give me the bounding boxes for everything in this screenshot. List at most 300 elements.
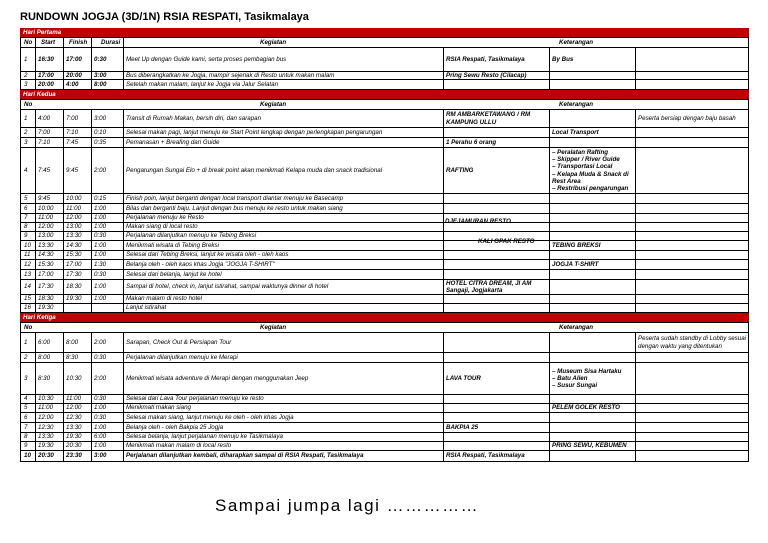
cell-kegiatan [123,363,443,394]
cell-finish [63,110,91,127]
cell-ket-text: PELEM GOLEK RESTO [552,404,620,412]
cell-lokasi [443,395,549,403]
cell-finish-text: 13:00 [66,223,82,231]
cell-note [635,363,750,394]
table-row [20,72,749,80]
cell-durasi [91,295,123,303]
cell-start-text: 6:00 [38,338,51,346]
cell-start [35,404,63,412]
day3-band: Hari Ketiga [20,313,749,322]
cell-finish-text: 15:30 [66,251,82,259]
cell-note [635,413,750,422]
cell-durasi-text: 1:00 [94,223,107,231]
table-row [20,363,749,395]
resto-label-dejamuran: DJEJAMURAN RESTO [445,218,511,225]
cell-kegiatan [123,214,443,222]
cell-lokasi-text: HOTEL CITRA DREAM, Jl AM Sangaji, Jogjakarta [446,280,532,294]
cell-finish-text: 4:00 [66,80,79,88]
cell-kegiatan [123,423,443,432]
cell-no [21,295,35,303]
cell-note [635,194,750,203]
cell-no [21,232,35,240]
cell-kegiatan [123,72,443,79]
cell-finish [63,72,91,79]
cell-kegiatan [123,395,443,403]
cell-note [635,138,750,147]
cell-lokasi [443,270,549,279]
cell-lokasi [443,251,549,259]
cell-note [635,241,750,250]
cell-finish-text: 13:30 [66,232,82,240]
cell-no-text: 2 [24,72,28,79]
cell-durasi-text: 0:30 [94,270,107,278]
cell-start [35,204,63,213]
cell-no-text: 10 [24,452,31,460]
cell-kegiatan-text: Menikmati makan siang [126,404,191,412]
cell-durasi [91,333,123,352]
cell-ket-text: By Bus [552,55,574,63]
cell-durasi [91,433,123,441]
header-keterangan: Keterangan [559,324,594,331]
cell-start-text: 17:00 [38,72,54,79]
cell-finish-text: 13:30 [66,423,82,431]
cell-kegiatan [123,451,443,461]
cell-no [21,353,35,362]
cell-no-text: 8 [24,223,28,231]
cell-finish-text: 19:30 [66,433,82,441]
cell-start-text: 13:30 [38,433,54,441]
cell-finish-text: 12:30 [66,413,82,421]
cell-no-text: 3 [24,374,28,382]
cell-note [635,80,750,89]
cell-durasi-text: 8:00 [94,80,107,88]
table-row [20,80,749,90]
cell-ket [549,110,635,127]
cell-start-text: 4:00 [38,114,51,122]
cell-kegiatan-text: Transit di Rumah Makan, bersih diri, dan sarapan [126,114,262,122]
cell-durasi [91,442,123,450]
cell-start-text: 7:10 [38,138,51,146]
table-row [20,280,749,295]
cell-ket [549,413,635,422]
cell-no [21,48,35,71]
cell-durasi-text: 0:30 [94,395,107,403]
cell-lokasi [443,260,549,269]
cell-note [635,232,750,240]
cell-finish [63,260,91,269]
cell-kegiatan [123,333,443,352]
cell-no-text: 1 [24,338,28,346]
cell-no-text: 9 [24,442,28,450]
cell-ket [549,48,635,71]
cell-start [35,295,63,303]
cell-no [21,304,35,312]
cell-finish [63,280,91,294]
day2-header-row [20,99,749,110]
cell-kegiatan [123,295,443,303]
cell-kegiatan-text: Perjalanan dilanjutkan kembali, diharapkan sampai di RSIA Respati, Tasikmalaya [126,452,364,460]
cell-no [21,451,35,461]
cell-lokasi [443,72,549,79]
cell-finish-text: 17:30 [66,270,82,278]
cell-durasi-text: 0:10 [94,128,107,136]
cell-finish [63,128,91,137]
cell-no [21,72,35,79]
cell-start-text: 14:30 [38,251,54,259]
cell-no-text: 6 [24,204,28,212]
cell-finish-text: 8:30 [66,353,79,361]
cell-lokasi [443,204,549,213]
cell-durasi [91,395,123,403]
cell-note [635,404,750,412]
cell-ket [549,270,635,279]
cell-no [21,138,35,147]
cell-kegiatan [123,232,443,240]
cell-durasi-text: 3:00 [94,452,107,460]
cell-finish [63,423,91,432]
cell-finish-text: 12:00 [66,404,82,412]
cell-lokasi [443,295,549,303]
cell-kegiatan-text: Sarapan, Check Out & Persiapan Tour [126,338,232,346]
cell-ket [549,194,635,203]
cell-start [35,232,63,240]
cell-note [635,204,750,213]
cell-no [21,251,35,259]
table-row [20,260,749,270]
cell-start-text: 10:30 [38,395,54,403]
closing-message: Sampai jumpa lagi …………… [215,496,480,515]
cell-finish [63,48,91,71]
cell-start-text: 16:30 [38,55,54,63]
cell-note [635,280,750,294]
header-finish: Finish [69,39,88,46]
cell-no-text: 1 [24,114,28,122]
cell-durasi [91,80,123,89]
cell-no [21,223,35,231]
cell-no-text: 7 [24,423,28,431]
cell-finish [63,442,91,450]
cell-finish [63,363,91,394]
cell-no [21,423,35,432]
cell-durasi [91,413,123,422]
header-no: No [24,324,33,331]
cell-start [35,48,63,71]
cell-ket [549,295,635,303]
table-row [20,333,749,353]
cell-kegiatan [123,204,443,213]
cell-note [635,223,750,231]
cell-start [35,223,63,231]
header-kegiatan: Kegiatan [260,324,287,331]
cell-start-text: 12:00 [38,413,54,421]
cell-no-text: 6 [24,413,28,421]
cell-lokasi [443,194,549,203]
cell-durasi-text: 6:00 [94,433,107,441]
cell-start-text: 17:00 [38,270,54,278]
cell-start [35,128,63,137]
table-row [20,423,749,433]
cell-kegiatan [123,270,443,279]
cell-no-text: 14 [24,283,31,291]
cell-note [635,304,750,312]
cell-no-text: 3 [24,138,28,146]
cell-ket-text: PRING SEWU, KEBUMEN [552,442,627,450]
cell-durasi-text: 1:00 [94,241,107,249]
cell-kegiatan-text: Perjalanan dilanjutkan menuju ke Tebing Breksi [126,232,257,240]
cell-durasi [91,110,123,127]
cell-no [21,363,35,394]
cell-kegiatan-text: Perjalanan menuju ke Resto [126,214,204,222]
table-row [20,223,749,232]
cell-kegiatan [123,48,443,71]
cell-note [635,333,750,352]
cell-ket-text: – Peralatan Rafting – Skipper / River Guide – Transportasi Local – Kelapa Muda & Snack di Rest Area – Restribusi pengarungan [552,148,629,192]
cell-start-text: 12:30 [38,423,54,431]
cell-no [21,433,35,441]
cell-finish [63,395,91,403]
cell-ket [549,204,635,213]
cell-no-text: 7 [24,214,28,222]
cell-finish-text: 20:30 [66,442,82,450]
cell-durasi [91,260,123,269]
cell-finish [63,232,91,240]
cell-ket [549,280,635,294]
cell-start-text: 13:00 [38,232,54,240]
cell-durasi [91,280,123,294]
cell-start [35,451,63,461]
cell-no-text: 1 [24,55,28,63]
cell-lokasi [443,148,549,193]
cell-kegiatan-text: Belanja oleh - oleh Bakpia 25 Jogja [126,423,224,431]
cell-start [35,333,63,352]
cell-durasi-text: 2:00 [94,338,107,346]
cell-lokasi [443,48,549,71]
cell-note [635,451,750,461]
cell-durasi-text: 0:30 [94,55,107,63]
cell-durasi-text: 1:00 [94,214,107,222]
cell-kegiatan-text: Menikmati wisata adventure di Merapi dengan menggunakan Jeep [126,374,309,382]
cell-durasi [91,204,123,213]
cell-durasi-text: 1:00 [94,442,107,450]
cell-ket [549,451,635,461]
cell-lokasi-text: LAVA TOUR [446,374,481,382]
cell-finish [63,241,91,250]
cell-finish-text: 7:45 [66,138,79,146]
cell-no [21,333,35,352]
cell-finish-text: 11:00 [66,395,82,403]
cell-no-text: 2 [24,128,28,136]
cell-finish [63,251,91,259]
cell-durasi [91,128,123,137]
cell-start [35,194,63,203]
cell-no [21,395,35,403]
cell-start [35,363,63,394]
cell-finish [63,433,91,441]
cell-kegiatan [123,353,443,362]
cell-no-text: 15 [24,295,31,303]
cell-start-text: 15:30 [38,260,54,268]
cell-lokasi [443,423,549,432]
cell-no-text: 11 [24,251,31,259]
cell-kegiatan [123,413,443,422]
cell-no [21,214,35,222]
cell-note [635,442,750,450]
cell-ket [549,138,635,147]
cell-start-text: 19:30 [38,442,54,450]
header-start: Start [41,39,56,46]
cell-kegiatan [123,138,443,147]
cell-finish [63,223,91,231]
cell-lokasi [443,128,549,137]
day2-band: Hari Kedua [20,90,749,99]
cell-kegiatan-text: Bilas dan berganti baju. Lanjut dengan bus menuju ke resto untuk makan siang [126,204,343,212]
cell-durasi-text: 0:30 [94,353,107,361]
cell-no-text: 16 [24,304,31,312]
cell-start [35,148,63,193]
cell-durasi-text: 1:00 [94,283,107,291]
cell-no [21,260,35,269]
cell-lokasi [443,363,549,394]
cell-durasi-text: 1:00 [94,423,107,431]
cell-durasi [91,353,123,362]
table-row [20,110,749,128]
cell-finish-text: 19:30 [66,295,82,303]
table-row [20,451,749,462]
cell-start-text: 12:00 [38,223,54,231]
cell-finish-text: 8:00 [66,338,79,346]
header-keterangan: Keterangan [559,39,594,46]
cell-kegiatan [123,433,443,441]
cell-no [21,270,35,279]
table-row [20,194,749,204]
cell-finish-text: 23:30 [66,452,82,460]
cell-ket [549,333,635,352]
cell-no [21,128,35,137]
cell-no-text: 2 [24,353,28,361]
cell-start [35,260,63,269]
cell-lokasi [443,413,549,422]
cell-kegiatan-text: Makan malam di resto hotel [126,295,203,303]
cell-no-text: 8 [24,433,28,441]
cell-ket [549,232,635,240]
cell-no [21,204,35,213]
cell-finish [63,413,91,422]
cell-durasi-text: 2:00 [94,374,107,382]
cell-no [21,413,35,422]
cell-durasi [91,304,123,312]
day1-band: Hari Pertama [20,28,749,37]
cell-kegiatan-text: Menikmati wisata di Tebing Breksi [126,241,219,249]
cell-lokasi-text: RM AMBARKETAWANG / RM KAMPUNG ULLU [446,111,531,126]
table-row [20,295,749,304]
table-row [20,241,749,251]
cell-start [35,304,63,312]
cell-durasi [91,48,123,71]
header-no: No [24,39,33,46]
cell-start-text: 11:00 [38,404,54,412]
cell-kegiatan [123,404,443,412]
cell-durasi-text: 3:00 [94,72,107,79]
cell-start [35,80,63,89]
cell-kegiatan-text: Selesai makan pagi, lanjut menuju ke Start Point lengkap dengan perlengkapan pengarungan [126,128,383,136]
cell-lokasi [443,404,549,412]
cell-durasi [91,148,123,193]
cell-kegiatan-text: Lanjut istirahat [126,304,167,312]
cell-finish [63,404,91,412]
cell-start-text: 8:00 [38,353,51,361]
cell-durasi [91,194,123,203]
cell-kegiatan [123,80,443,89]
cell-ket [549,72,635,79]
cell-start [35,110,63,127]
cell-finish [63,194,91,203]
cell-finish [63,353,91,362]
cell-start [35,442,63,450]
cell-kegiatan-text: Menikmati makan malam di local resto [126,442,232,450]
cell-start-text: 20:30 [38,452,54,460]
cell-note [635,48,750,71]
cell-finish [63,333,91,352]
cell-start [35,353,63,362]
table-row [20,128,749,138]
cell-ket [549,251,635,259]
cell-lokasi [443,80,549,89]
resto-label-kaliopak: KALI OPAK RESTO [478,238,535,245]
cell-durasi [91,72,123,79]
cell-kegiatan-text: Selesai makan siang, lanjut menuju ke oleh - oleh khas Jogja [126,413,294,421]
cell-durasi [91,270,123,279]
header-kegiatan: Kegiatan [260,101,287,108]
cell-finish [63,304,91,312]
cell-note [635,251,750,259]
cell-kegiatan-text: Pemanasan + Breafing dari Guide [126,138,220,146]
cell-finish-text: 7:00 [66,114,79,122]
table-row [20,404,749,413]
table-row [20,442,749,451]
cell-ket [549,214,635,222]
cell-no-text: 12 [24,260,31,268]
cell-kegiatan [123,241,443,250]
cell-start [35,138,63,147]
cell-lokasi-text: BAKPIA 25 [446,423,479,431]
cell-finish [63,148,91,193]
cell-note [635,270,750,279]
cell-lokasi [443,353,549,362]
cell-lokasi-text: 1 Perahu 6 orang [446,138,497,146]
cell-ket [549,423,635,432]
cell-ket [549,433,635,441]
cell-finish-text: 9:45 [66,166,79,174]
cell-note [635,423,750,432]
cell-note [635,148,750,193]
cell-start [35,280,63,294]
cell-ket [549,353,635,362]
cell-no-text: 4 [24,166,28,174]
cell-start-text: 7:00 [38,128,51,136]
cell-finish-text: 17:00 [66,55,82,63]
header-no: No [24,101,33,108]
cell-finish [63,295,91,303]
cell-start-text: 20:00 [38,80,54,88]
cell-start-text: 18:30 [38,295,54,303]
cell-note-text: Peserta bersiap dengan baju basah [638,114,736,122]
cell-no [21,404,35,412]
table-row [20,232,749,241]
cell-durasi [91,451,123,461]
cell-durasi [91,232,123,240]
cell-finish [63,204,91,213]
cell-durasi-text: 1:00 [94,404,107,412]
